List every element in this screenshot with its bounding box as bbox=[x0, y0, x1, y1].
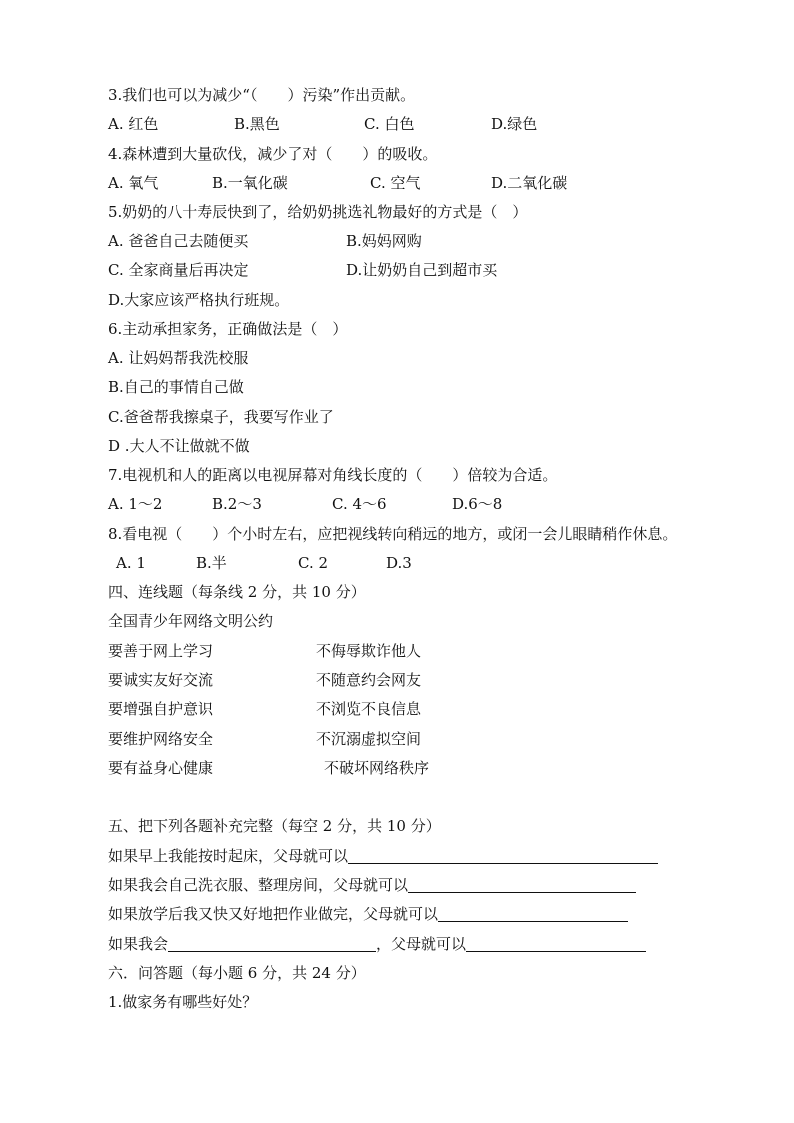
match-left-item: 要维护网络安全 bbox=[108, 730, 214, 748]
q5-option-a: A. 爸爸自己去随便买 bbox=[108, 232, 249, 250]
q4-option-a: A. 氧气 bbox=[108, 174, 159, 192]
q3-stem: 3.我们也可以为减少“（ ）污染”作出贡献。 bbox=[108, 86, 416, 104]
q6-stem: 6.主动承担家务，正确做法是（ ） bbox=[108, 320, 348, 338]
q5-option-c: C. 全家商量后再决定 bbox=[108, 261, 249, 279]
match-left-item: 要有益身心健康 bbox=[108, 759, 214, 777]
fill-blank[interactable] bbox=[438, 905, 628, 922]
q3-option-d: D.绿色 bbox=[491, 115, 538, 133]
q5-extra-line: D.大家应该严格执行班规。 bbox=[108, 291, 290, 309]
match-right-item: 不随意约会网友 bbox=[316, 671, 422, 689]
q7-option-b: B.2～3 bbox=[212, 495, 262, 513]
q6-option-c: C.爸爸帮我擦桌子，我要写作业了 bbox=[108, 408, 334, 426]
section6-heading: 六．问答题（每小题 6 分，共 24 分） bbox=[108, 964, 366, 982]
fill-item-text: 如果我会自己洗衣服、整理房间，父母就可以 bbox=[108, 876, 409, 894]
match-left-item: 要诚实友好交流 bbox=[108, 671, 214, 689]
fill-blank[interactable] bbox=[408, 876, 636, 893]
q8-option-b: B.半 bbox=[196, 554, 227, 572]
section5-heading: 五、把下列各题补充完整（每空 2 分，共 10 分） bbox=[108, 817, 441, 835]
fill-item-prefix: 如果我会 bbox=[108, 935, 169, 953]
q3-option-b: B.黑色 bbox=[234, 115, 280, 133]
q6-option-b: B.自己的事情自己做 bbox=[108, 378, 244, 396]
fill-blank[interactable] bbox=[168, 935, 376, 952]
match-left-item: 要善于网上学习 bbox=[108, 642, 214, 660]
q3-option-a: A. 红色 bbox=[108, 115, 159, 133]
fill-item-1 bbox=[108, 846, 658, 866]
section4-subtitle: 全国青少年网络文明公约 bbox=[108, 612, 274, 630]
q4-stem: 4.森林遭到大量砍伐，减少了对（ ）的吸收。 bbox=[108, 145, 438, 163]
q8-option-c: C. 2 bbox=[298, 554, 329, 572]
q4-option-d: D.二氧化碳 bbox=[491, 174, 568, 192]
fill-item-3 bbox=[108, 904, 628, 924]
q7-option-d: D.6～8 bbox=[452, 495, 503, 513]
fill-item-text: 如果早上我能按时起床，父母就可以 bbox=[108, 847, 349, 865]
match-right-item: 不浏览不良信息 bbox=[316, 700, 422, 718]
q8-stem: 8.看电视（ ）个小时左右，应把视线转向稍远的地方，或闭一会儿眼睛稍作休息。 bbox=[108, 525, 678, 543]
section4-heading: 四、连线题（每条线 2 分，共 10 分） bbox=[108, 583, 366, 601]
q7-option-c: C. 4～6 bbox=[332, 495, 387, 513]
q8-option-a: A. 1 bbox=[116, 554, 146, 572]
match-right-item: 不侮辱欺诈他人 bbox=[316, 642, 422, 660]
q8-option-d: D.3 bbox=[386, 554, 412, 572]
fill-item-4 bbox=[108, 934, 646, 954]
q5-option-b: B.妈妈网购 bbox=[346, 232, 422, 250]
match-right-item: 不沉溺虚拟空间 bbox=[316, 730, 422, 748]
q3-option-c: C. 白色 bbox=[364, 115, 415, 133]
q6-option-a: A. 让妈妈帮我洗校服 bbox=[108, 349, 249, 367]
fill-blank[interactable] bbox=[348, 847, 658, 864]
q6-option-d: D .大人不让做就不做 bbox=[108, 437, 250, 455]
match-right-item: 不破坏网络秩序 bbox=[324, 759, 430, 777]
fill-item-2 bbox=[108, 875, 636, 895]
q4-option-b: B.一氧化碳 bbox=[212, 174, 288, 192]
q7-stem: 7.电视机和人的距离以电视屏幕对角线长度的（ ）倍较为合适。 bbox=[108, 466, 558, 484]
fill-blank[interactable] bbox=[466, 935, 646, 952]
section6-question-1: 1.做家务有哪些好处？ bbox=[108, 993, 258, 1011]
fill-item-text: 如果放学后我又快又好地把作业做完，父母就可以 bbox=[108, 905, 439, 923]
q5-option-d: D.让奶奶自己到超市买 bbox=[346, 261, 498, 279]
fill-item-suffix: ，父母就可以 bbox=[376, 935, 467, 953]
q5-stem: 5.奶奶的八十寿辰快到了，给奶奶挑选礼物最好的方式是（ ） bbox=[108, 203, 528, 221]
q7-option-a: A. 1～2 bbox=[108, 495, 163, 513]
match-left-item: 要增强自护意识 bbox=[108, 700, 214, 718]
q4-option-c: C. 空气 bbox=[370, 174, 421, 192]
